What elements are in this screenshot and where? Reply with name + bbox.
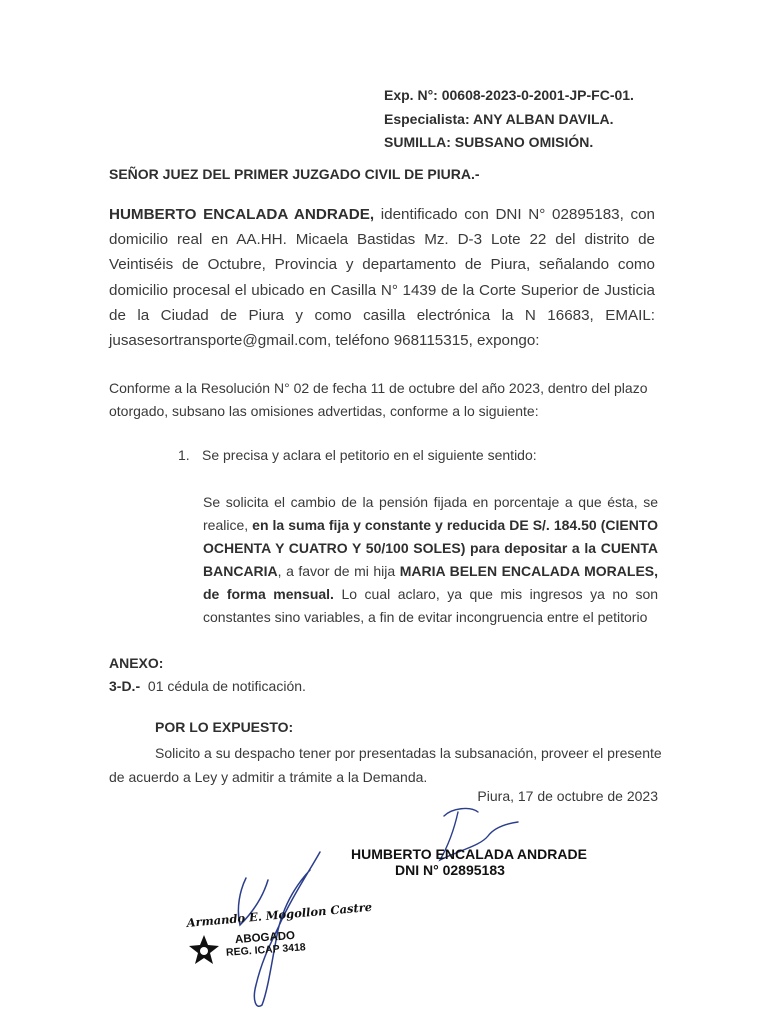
annex-item-text: 01 cédula de notificación. xyxy=(147,678,306,694)
lawyer-stamp-name: Armando E. Mogollon Castre xyxy=(186,899,373,930)
place-date: Piura, 17 de octubre de 2023 xyxy=(477,788,658,804)
petition-text-3: Lo cual aclaro, ya que mis ingresos ya no son constantes sino variables, a fin de evitar incongruencia entre el petitorio xyxy=(203,586,659,625)
closing-paragraph: Solicito a su despacho tener por presentadas la subsanación, proveer el presente de acuerdo a Ley y admitir a trámite a la Demanda. xyxy=(109,745,662,785)
summary-label: SUMILLA: xyxy=(384,134,451,150)
resolution-paragraph: Conforme a la Resolución N° 02 de fecha 11 de octubre del año 2023, dentro del plazo otorgado, subsano las omisiones advertidas, conforme a lo siguiente: xyxy=(109,380,648,419)
case-number-label: Exp. N°: xyxy=(384,87,438,103)
beneficiary-name: MARIA BELEN ENCALADA MORALES, de forma mensual. xyxy=(203,563,659,602)
petition-text-2: , a favor de mi hija xyxy=(277,563,396,579)
specialist-value: ANY ALBAN DAVILA. xyxy=(472,110,614,127)
signatory-name: HUMBERTO ENCALADA ANDRADE xyxy=(351,846,587,862)
specialist-label: Especialista: xyxy=(384,110,470,127)
closing-title: POR LO EXPUESTO: xyxy=(155,719,294,735)
lawyer-stamp-title: ABOGADO xyxy=(234,929,296,947)
case-number-value: 00608-2023-0-2001-JP-FC-01. xyxy=(441,87,634,103)
petition-amount: en la suma fija y constante y reducida DE S/. 184.50 (CIENTO OCHENTA Y CUATRO Y 50/100 SOLES) para depositar a la CUENTA BANCARIA xyxy=(203,517,658,579)
bar-association-emblem-icon xyxy=(188,934,220,966)
annex-title: ANEXO: xyxy=(109,655,164,671)
signatory-dni: DNI N° 02895183 xyxy=(395,862,505,878)
summary-value: SUBSANO OMISIÓN. xyxy=(454,134,594,150)
intro-text: identificado con DNI N° 02895183, con domicilio real en AA.HH. Micaela Bastidas Mz. D-3 Lote 22 del distrito de Veintiséis de Octubre, Provincia y departamento de Piura, señalando como domicilio procesal el ubicado en Casilla N° 1439 de la Corte Superior de Justicia de la Ciudad de Piura y como casilla electrónica la N 16683, EMAIL: jusasesortransporte@gmail.com, teléfono 968115315, expongo: xyxy=(109,206,655,350)
addressee: SEÑOR JUEZ DEL PRIMER JUZGADO CIVIL DE PIURA.- xyxy=(109,166,480,182)
petition-text-1: Se solicita el cambio de la pensión fijada en porcentaje a que ésta, se realice, xyxy=(203,494,658,533)
list-item-text: Se precisa y aclara el petitorio en el siguiente sentido: xyxy=(202,447,537,463)
petitioner-name: HUMBERTO ENCALADA ANDRADE, xyxy=(109,206,375,223)
list-item-number: 1. xyxy=(178,447,190,463)
lawyer-stamp-registration: REG. ICAP 3418 xyxy=(225,941,307,959)
annex-item-code: 3-D.- xyxy=(109,678,141,694)
